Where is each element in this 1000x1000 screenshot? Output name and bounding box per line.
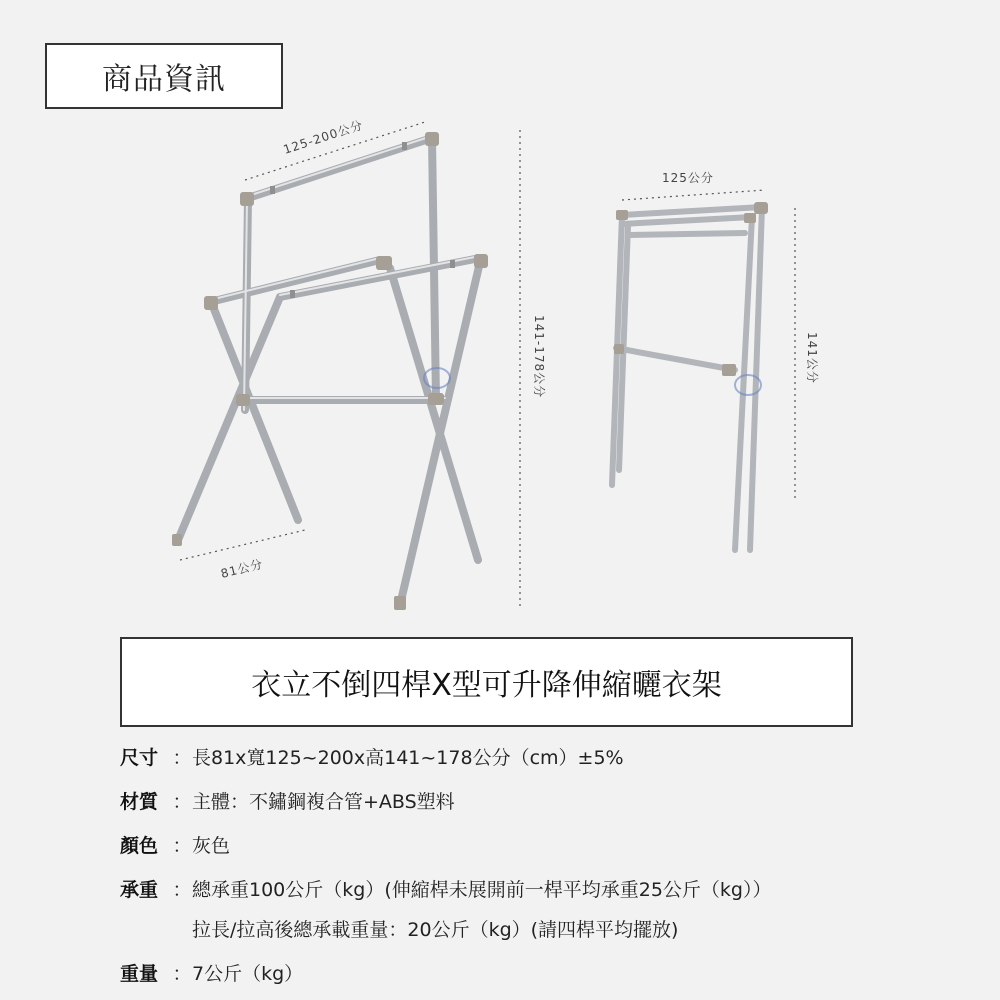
spec-separator: ： (172, 747, 192, 769)
spec-row-weight (120, 954, 980, 991)
spec-separator: ： (172, 791, 192, 813)
section-label: 商品資訊 (45, 43, 283, 109)
spec-label-material: 材質 (120, 791, 159, 813)
spec-label-color: 顏色 (120, 835, 159, 857)
dim-width-label: 125-200公分 (281, 117, 365, 157)
spec-value-color: 灰色 (192, 835, 231, 857)
spec-value-size: 長81x寬125~200x高141~178公分（cm）±5% (192, 747, 624, 769)
spec-row-load-continued (120, 910, 980, 947)
spec-row-size (120, 738, 980, 775)
spec-separator: ： (172, 963, 192, 985)
dim-width-folded-label: 125公分 (662, 171, 714, 185)
spec-value-weight: 7公斤（kg） (192, 963, 304, 985)
spec-value-load: 總承重100公斤（kg）(伸縮桿未展開前一桿平均承重25公斤（kg）） (192, 879, 772, 901)
expanded-rack-drawing (172, 132, 488, 610)
dim-depth-label: 81公分 (219, 556, 265, 581)
spec-row-color (120, 826, 980, 863)
spec-list (120, 738, 980, 998)
spec-value-load-2: 拉長/拉高後總承載重量：20公斤（kg）(請四桿平均擺放) (192, 919, 679, 941)
spec-label-size: 尺寸 (120, 747, 159, 769)
brand-watermark-icon (424, 368, 761, 395)
spec-label-load: 承重 (120, 879, 159, 901)
dim-height-folded-label: 141公分 (805, 332, 819, 384)
product-title: 衣立不倒四桿X型可升降伸縮曬衣架 (120, 637, 853, 727)
dim-height-label: 141-178公分 (532, 315, 546, 399)
spec-value-material: 主體：不鏽鋼複合管+ABS塑料 (192, 791, 455, 813)
spec-row-load (120, 870, 980, 907)
spec-separator: ： (172, 879, 192, 901)
spec-label-weight: 重量 (120, 963, 159, 985)
product-figure (0, 110, 1000, 630)
spec-separator: ： (172, 835, 192, 857)
spec-row-material (120, 782, 980, 819)
